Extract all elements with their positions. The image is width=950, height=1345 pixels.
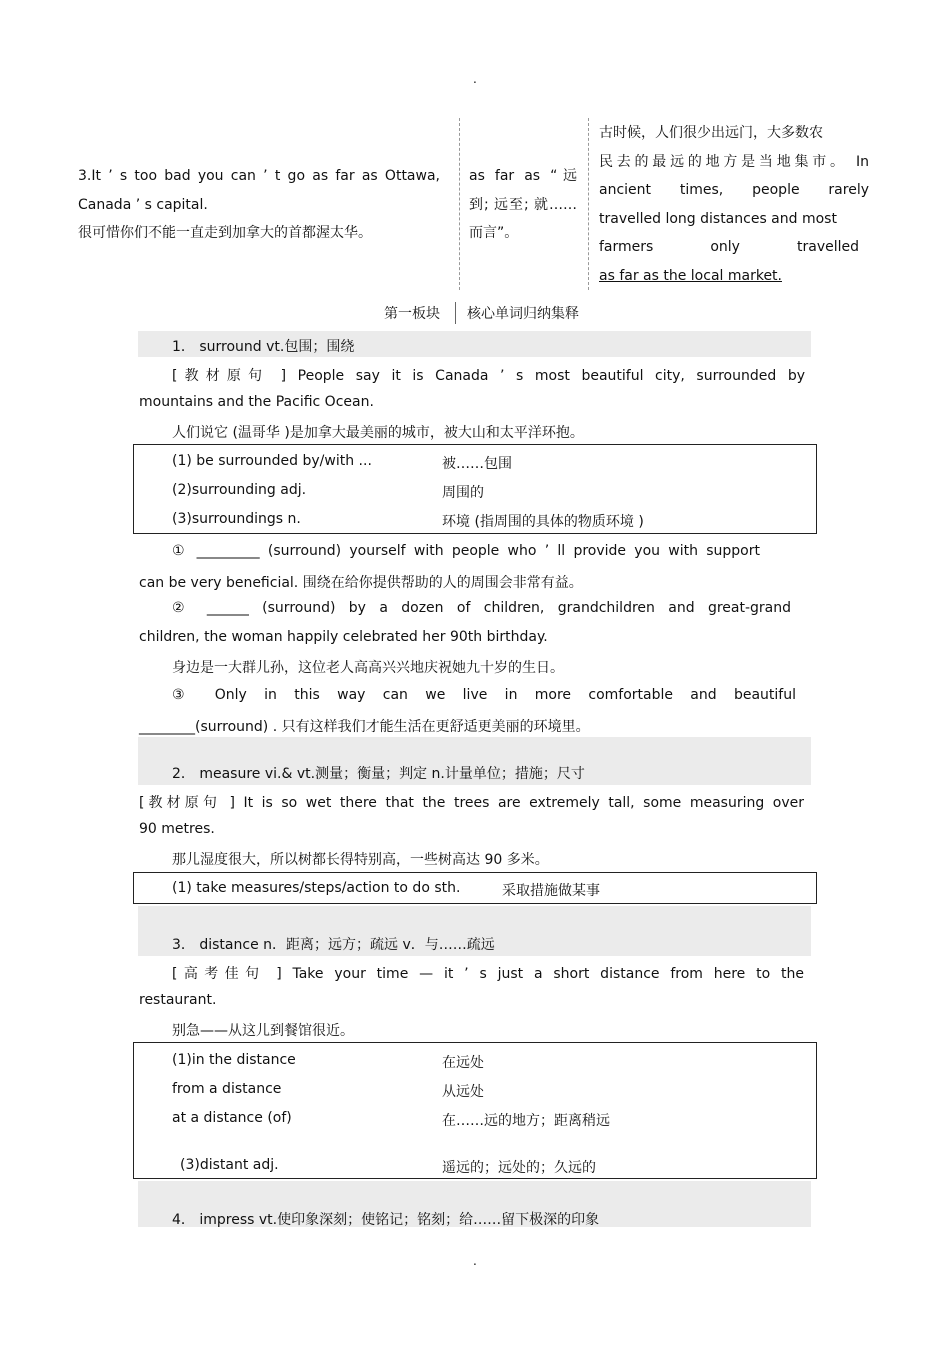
box-row-cn: 采取措施做某事 [502, 883, 600, 899]
item3-source-line: restaurant. [139, 992, 217, 1008]
item1-exercise: ③ Only in this way can we live in more comfortable and beautiful [172, 687, 796, 703]
box-row-cn: 从远处 [442, 1084, 484, 1100]
box-row-cn: 在远处 [442, 1055, 484, 1071]
example-line: ancient times, people rarely [599, 182, 869, 198]
example-cell [599, 119, 869, 290]
item1-heading: 1． surround vt.包围；围绕 [172, 339, 355, 355]
item1-exercise: can be very beneficial. 围绕在给你提供帮助的人的周围会非常有益。 [139, 575, 583, 591]
example-line: 民去的最远的地方是当地集市。 In [599, 153, 869, 170]
box-row-en: from a distance [172, 1081, 282, 1097]
phrase-line: as far as “远 [469, 168, 577, 184]
box-row [172, 1052, 484, 1071]
sentence-cell [78, 162, 440, 248]
section-label-right: 核心单词归纳集释 [467, 306, 579, 322]
table-divider [459, 118, 460, 290]
table-divider [588, 118, 589, 290]
example-line: 古时候，人们很少出远门，大多数农 [599, 125, 823, 141]
item3-translation: 别急——从这儿到餐馆很近。 [172, 1023, 354, 1039]
item2-source-line: 90 metres. [139, 821, 215, 837]
item1-source-line: mountains and the Pacific Ocean. [139, 394, 374, 410]
sentence-line: 3.It ’ s too bad you can ’ t go as far as Ottawa, [78, 168, 440, 184]
item1-exercise: ________(surround) . 只有这样我们才能生活在更舒适更美丽的环境里。 [139, 719, 590, 735]
item2-source-line: [教材原句 ] It is so wet there that the trees are extremely tall, some measuring over [139, 795, 804, 811]
phrase-line: 到; 远至; 就…… [469, 196, 577, 213]
box-row-cn: 被……包围 [442, 456, 512, 472]
box-row [172, 880, 600, 899]
section-divider [455, 302, 456, 324]
example-line: farmers only travelled [599, 239, 859, 255]
page-mark-top: . [473, 72, 477, 86]
item4-heading: 4． impress vt.使印象深刻；使铭记；铭刻；给……留下极深的印象 [172, 1212, 600, 1228]
box-row-en: (1)in the distance [172, 1052, 296, 1068]
item2-translation: 那儿湿度很大，所以树都长得特别高，一些树高达 90 多米。 [172, 852, 549, 868]
item1-exercise: children, the woman happily celebrated her 90th birthday. [139, 629, 548, 645]
box-row-en: (3)distant adj. [180, 1157, 279, 1173]
item3-source-line: [高考佳句 ] Take your time — it ’ s just a short distance from here to the [172, 966, 804, 982]
example-answer: as far as the local market. [599, 267, 782, 284]
item1-exercise: ① _________ (surround) yourself with people who ’ ll provide you with support [172, 543, 760, 559]
item1-translation: 人们说它 (温哥华 )是加拿大最美丽的城市，被大山和太平洋环抱。 [172, 425, 584, 441]
sentence-line: Canada ’ s capital. [78, 196, 208, 213]
box-row-cn: 周围的 [442, 485, 484, 501]
item1-exercise: ② ______ (surround) by a dozen of children, grandchildren and great-grand [172, 600, 791, 616]
box-row-en: at a distance (of) [172, 1110, 292, 1126]
item2-heading: 2． measure vi.& vt.测量；衡量；判定 n.计量单位；措施；尺寸 [172, 766, 585, 782]
box-row [172, 482, 484, 501]
box-row-en: (2)surrounding adj. [172, 482, 307, 498]
box-row [172, 1110, 610, 1129]
box-row [172, 453, 512, 472]
sentence-translation: 很可惜你们不能一直走到加拿大的首都渥太华。 [78, 225, 372, 241]
box-row-en: (3)surroundings n. [172, 511, 301, 527]
phrase-cell [469, 162, 577, 248]
box-row-en: (1) take measures/steps/action to do sth. [172, 880, 461, 896]
item3-heading: 3． distance n．距离；远方；疏远 v．与……疏远 [172, 937, 495, 953]
box-row-cn: 遥远的；远处的；久远的 [442, 1160, 596, 1176]
box-row-cn: 在……远的地方；距离稍远 [442, 1113, 610, 1129]
box-row-cn: 环境 (指周围的具体的物质环境 ) [442, 514, 644, 530]
item1-source-line: [教材原句 ] People say it is Canada ’ s most beautiful city, surrounded by [172, 368, 805, 384]
section-label-left: 第一板块 [384, 306, 440, 322]
page-mark-bottom: . [473, 1254, 477, 1268]
box-row [172, 511, 644, 530]
box-row-en: (1) be surrounded by/with ... [172, 453, 372, 469]
box-row [172, 1081, 484, 1100]
box-row [180, 1157, 596, 1176]
example-line: travelled long distances and most [599, 210, 837, 227]
item1-exercise: 身边是一大群儿孙，这位老人高高兴兴地庆祝她九十岁的生日。 [172, 660, 564, 676]
phrase-line: 而言”。 [469, 225, 519, 241]
